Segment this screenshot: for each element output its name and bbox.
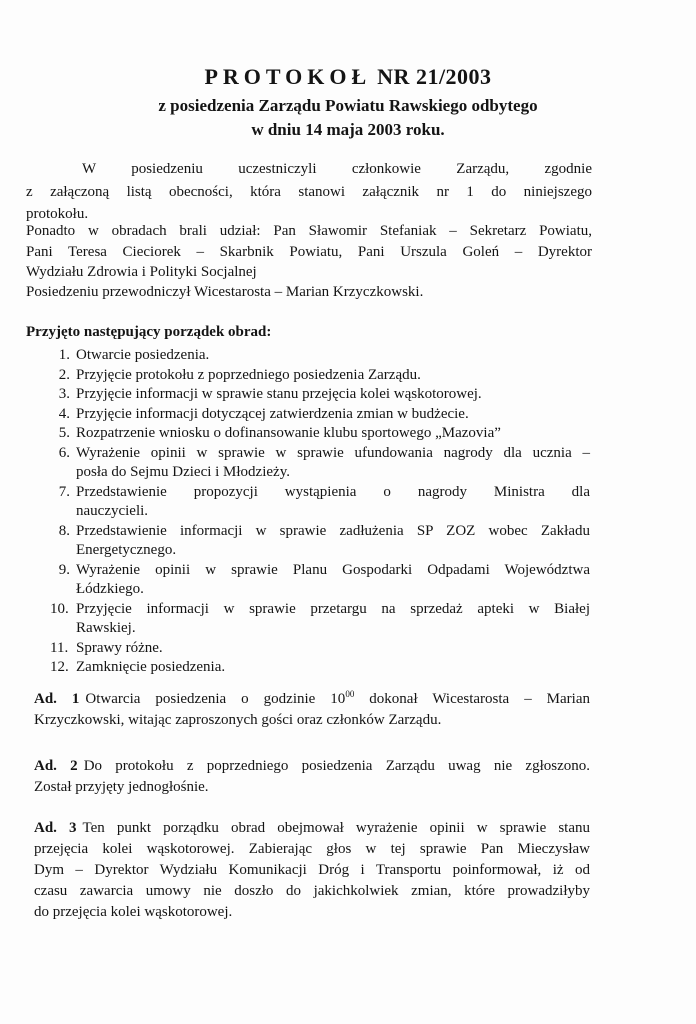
section-text: Otwarcia posiedzenia o godzinie 10	[85, 691, 346, 707]
agenda-item-number: 10.	[50, 600, 69, 617]
agenda-item	[50, 600, 590, 639]
agenda-item-number: 7.	[58, 483, 70, 500]
agenda-item-text: Przedstawienie informacji w sprawie zadłużenia SP ZOZ wobec Zakładu	[76, 522, 590, 539]
intro-line-1: W posiedzeniu uczestniczyli członkowie Zarządu, zgodnie	[82, 161, 592, 177]
agenda-item	[50, 385, 590, 405]
section-ad-1	[34, 689, 590, 731]
agenda-item	[50, 639, 590, 659]
document-subtitle-1: z posiedzenia Zarządu Powiatu Rawskiego odbytego	[158, 96, 538, 115]
agenda-item-text: Przyjęcie informacji w sprawie przetargu na sprzedaż apteki w Białej	[76, 600, 590, 617]
intro-line-4: Ponadto w obradach brali udział: Pan Sławomir Stefaniak – Sekretarz Powiatu,	[26, 223, 592, 239]
intro-line-7: Posiedzeniu przewodniczył Wicestarosta – Marian Krzyczkowski.	[26, 284, 424, 300]
section-ad-2	[34, 756, 590, 798]
agenda-item	[50, 405, 590, 425]
section-text-line: Krzyczkowski, witając zaproszonych gości oraz członków Zarządu.	[34, 712, 442, 728]
agenda-item-number: 4.	[58, 405, 70, 422]
agenda-item-text-continued: Rawskiej.	[76, 620, 136, 636]
agenda-item	[50, 522, 590, 561]
agenda-item-text: Zamknięcie posiedzenia.	[76, 659, 226, 675]
agenda-item	[50, 658, 590, 678]
agenda-item-number: 1.	[58, 347, 70, 363]
agenda-item-number: 11.	[50, 639, 69, 656]
intro-line-3: protokołu.	[26, 206, 89, 222]
document-title	[0, 64, 696, 90]
agenda-item-text-continued: Łódzkiego.	[76, 581, 144, 597]
agenda-item	[50, 346, 590, 366]
agenda-item	[50, 561, 590, 600]
agenda-list	[50, 346, 590, 678]
section-text-line: czasu zawarcia umowy nie doszło do jakichkolwiek zmian, które prowadziłyby	[34, 883, 590, 899]
agenda-item-text: Wyrażenie opinii w sprawie w sprawie ufundowania nagrody dla ucznia –	[76, 444, 590, 461]
agenda-item-number: 5.	[58, 425, 70, 441]
agenda-item-text: Przyjęcie informacji dotyczącej zatwierdzenia zmian w budżecie.	[76, 405, 469, 422]
section-label: Ad. 1	[34, 691, 80, 707]
agenda-item-number: 3.	[58, 386, 70, 402]
time-superscript: 00	[345, 689, 355, 699]
title-number: NR 21/2003	[377, 64, 492, 89]
agenda-item-number: 6.	[58, 444, 70, 461]
section-text: Ten punkt porządku obrad obejmował wyrażenie opinii w sprawie stanu	[82, 820, 590, 836]
section-text: Do protokołu z poprzedniego posiedzenia Zarządu uwag nie zgłoszono.	[83, 758, 590, 774]
section-text-line: Dym – Dyrektor Wydziału Komunikacji Dróg i Transportu poinformował, iż od	[34, 862, 590, 878]
agenda-item-text: Wyrażenie opinii w sprawie Planu Gospodarki Odpadami Województwa	[76, 561, 590, 578]
section-text-line: Został przyjęty jednogłośnie.	[34, 779, 209, 795]
agenda-item-text: Przedstawienie propozycji wystąpienia o nagrody Ministra dla	[76, 483, 590, 500]
intro-line-5: Pani Teresa Cieciorek – Skarbnik Powiatu, Pani Urszula Goleń – Dyrektor	[26, 244, 592, 260]
section-label: Ad. 2	[34, 758, 78, 774]
agenda-item-number: 9.	[58, 561, 70, 578]
agenda-item-number: 2.	[58, 366, 70, 383]
agenda-item-number: 8.	[58, 522, 70, 539]
intro-line-6: Wydziału Zdrowia i Polityki Socjalnej	[26, 264, 257, 280]
document-subtitle-2: w dniu 14 maja 2003 roku.	[251, 120, 445, 139]
title-word: PROTOKOŁ	[204, 64, 372, 89]
agenda-item	[50, 424, 590, 444]
agenda-item-text-continued: posła do Sejmu Dzieci i Młodzieży.	[76, 464, 290, 480]
intro-line-2: z załączoną listą obecności, która stanowi załącznik nr 1 do niniejszego	[26, 184, 592, 200]
agenda-item	[50, 366, 590, 386]
agenda-item-text-continued: Energetycznego.	[76, 542, 177, 558]
agenda-item-text: Przyjęcie protokołu z poprzedniego posiedzenia Zarządu.	[76, 366, 421, 383]
section-text-continued: dokonał Wicestarosta – Marian	[354, 691, 591, 707]
agenda-item-text: Rozpatrzenie wniosku o dofinansowanie klubu sportowego „Mazovia”	[76, 425, 501, 441]
section-label: Ad. 3	[34, 820, 77, 836]
agenda-item	[50, 483, 590, 522]
agenda-item-text: Sprawy różne.	[76, 639, 163, 656]
agenda-item-text: Otwarcie posiedzenia.	[76, 347, 210, 363]
agenda-item-text: Przyjęcie informacji w sprawie stanu przejęcia kolei wąskotorowej.	[76, 386, 482, 402]
agenda-item-text-continued: nauczycieli.	[76, 503, 149, 519]
agenda-item-number: 12.	[50, 659, 69, 675]
section-text-line: przejęcia kolei wąskotorowej. Zabierając głos w tej sprawie Pan Mieczysław	[34, 841, 590, 857]
section-ad-3	[34, 818, 590, 923]
section-text-line: do przejęcia kolei wąskotorowej.	[34, 904, 233, 920]
agenda-heading: Przyjęto następujący porządek obrad:	[26, 324, 272, 340]
agenda-item	[50, 444, 590, 483]
